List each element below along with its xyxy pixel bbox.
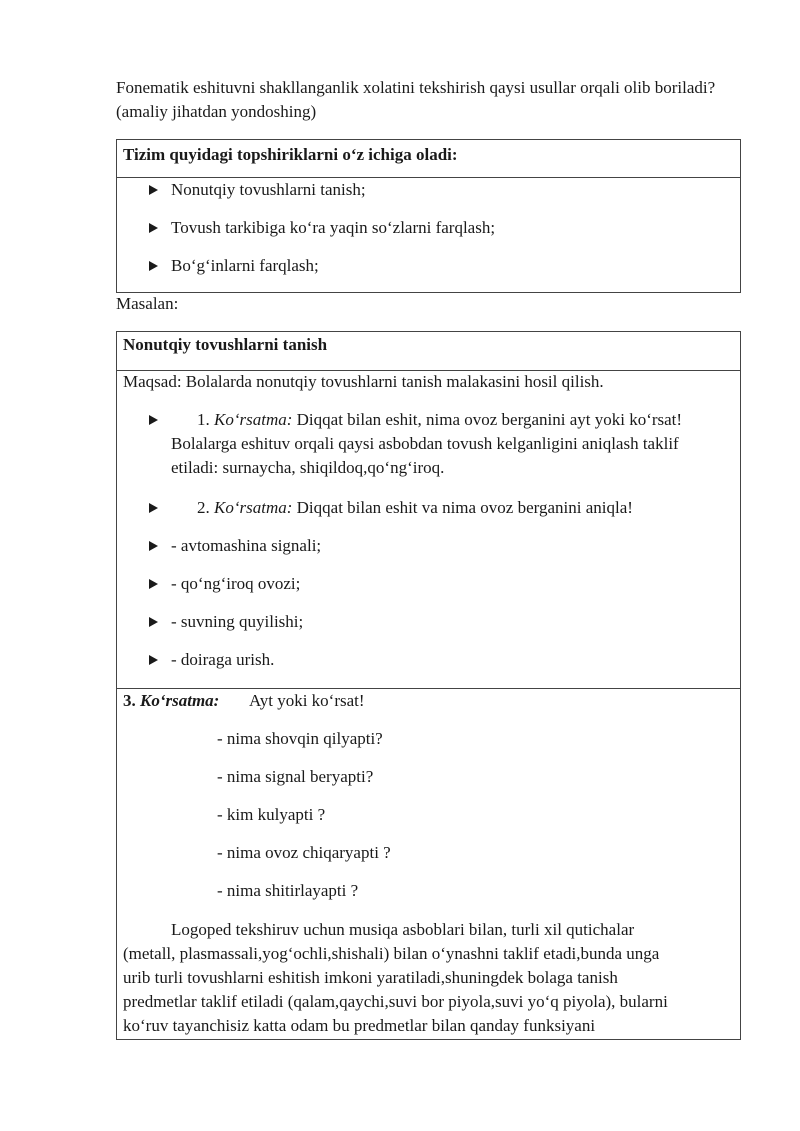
- instruction-3-number: 3.: [123, 691, 136, 710]
- paragraph-line: ko‘ruv tayanchisiz katta odam bu predmetlar bilan qanday funksiyani: [123, 1016, 596, 1035]
- intro-question: Fonematik eshituvni shakllanganlik xolatini tekshirish qaysi usullar orqali olib boriladi? (amaliy jihatdan yondoshing): [116, 78, 716, 121]
- instruction-1-number: 1.: [197, 410, 210, 429]
- task-item: Tovush tarkibiga ko‘ra yaqin so‘zlarni farqlash;: [171, 218, 496, 237]
- sound-item: - suvning quyilishi;: [171, 612, 304, 631]
- bullet-triangle-icon: [149, 503, 158, 513]
- instruction-2: [197, 496, 633, 520]
- bullet-triangle-icon: [149, 655, 158, 665]
- task-item: Nonutqiy tovushlarni tanish;: [171, 180, 366, 199]
- question-item: - nima ovoz chiqaryapti ?: [217, 843, 391, 862]
- instruction-2-text: Diqqat bilan eshit va nima ovoz berganini aniqla!: [292, 498, 633, 517]
- task-system-heading: Tizim quyidagi topshiriklarni o‘z ichiga oladi:: [117, 140, 740, 178]
- question-item: - kim kulyapti ?: [217, 805, 326, 824]
- example-label: Masalan:: [116, 294, 179, 313]
- sound-item: - qo‘ng‘iroq ovozi;: [171, 574, 301, 593]
- instruction-1-line3: etiladi: surnaycha, shiqildoq,qo‘ng‘iroq.: [171, 458, 445, 477]
- paragraph-line: predmetlar taklif etiladi (qalam,qaychi,suvi bor piyola,suvi yo‘q piyola), bularni: [123, 992, 668, 1011]
- instruction-3-label: Ko‘rsatma:: [140, 691, 220, 710]
- nonspeech-sounds-heading: Nonutqiy tovushlarni tanish: [117, 332, 740, 371]
- task-item: Bo‘g‘inlarni farqlash;: [171, 256, 319, 275]
- sound-item: - doiraga urish.: [171, 650, 275, 669]
- instruction-2-number: 2.: [197, 498, 210, 517]
- sound-item: - avtomashina signali;: [171, 536, 322, 555]
- question-item: - nima signal beryapti?: [217, 767, 374, 786]
- paragraph-line: Logoped tekshiruv uchun musiqa asboblari bilan, turli xil qutichalar: [171, 920, 635, 939]
- goal-text: Maqsad: Bolalarda nonutqiy tovushlarni tanish malakasini hosil qilish.: [123, 372, 604, 391]
- bullet-triangle-icon: [149, 185, 158, 195]
- instruction-3-box: [116, 688, 741, 1040]
- nonspeech-sounds-box: [116, 331, 741, 689]
- instruction-3-text: Ayt yoki ko‘rsat!: [249, 691, 365, 710]
- bullet-triangle-icon: [149, 579, 158, 589]
- instruction-1-label: Ko‘rsatma:: [214, 410, 293, 429]
- bullet-triangle-icon: [149, 223, 158, 233]
- question-item: - nima shovqin qilyapti?: [217, 729, 383, 748]
- instruction-1-line2: Bolalarga eshituv orqali qaysi asbobdan tovush kelganligini aniqlash taklif: [171, 434, 679, 453]
- bullet-triangle-icon: [149, 617, 158, 627]
- task-system-box: [116, 139, 741, 293]
- instruction-1-text: Diqqat bilan eshit, nima ovoz berganini ayt yoki ko‘rsat!: [292, 410, 683, 429]
- bullet-triangle-icon: [149, 415, 158, 425]
- instruction-1: [197, 408, 682, 432]
- bullet-triangle-icon: [149, 541, 158, 551]
- bullet-triangle-icon: [149, 261, 158, 271]
- instruction-2-label: Ko‘rsatma:: [214, 498, 293, 517]
- instruction-3: [123, 689, 219, 713]
- question-item: - nima shitirlayapti ?: [217, 881, 359, 900]
- paragraph-line: urib turli tovushlarni eshitish imkoni yaratiladi,shuningdek bolaga tanish: [123, 968, 618, 987]
- paragraph-line: (metall, plasmassali,yog‘ochli,shishali) bilan o‘ynashni taklif etadi,bunda unga: [123, 944, 660, 963]
